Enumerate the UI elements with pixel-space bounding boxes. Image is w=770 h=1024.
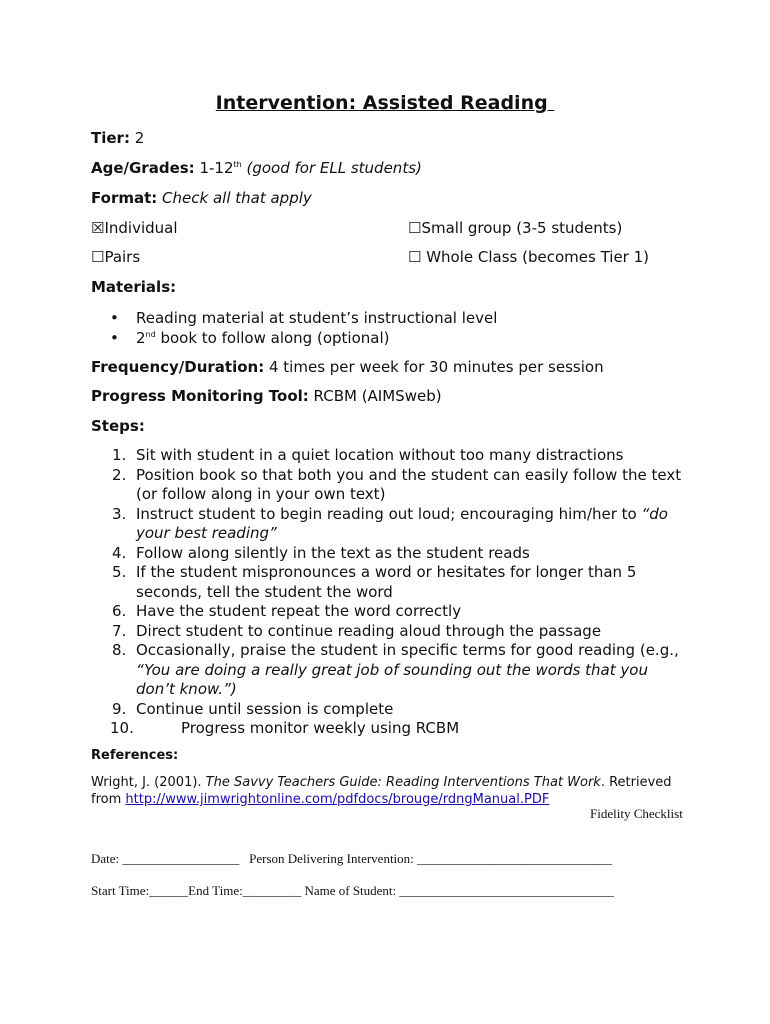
frequency-label: Frequency/Duration:: [91, 358, 265, 376]
format-option-whole-class[interactable]: ☐ Whole Class (becomes Tier 1): [408, 248, 650, 266]
age-grades-value: 1-12: [199, 159, 234, 177]
bullet-icon: •: [110, 309, 119, 327]
progress-tool-value: RCBM (AIMSweb): [308, 387, 442, 405]
reference-book-title: The Savvy Teachers Guide: Reading Interventions That Work: [205, 775, 601, 790]
reference-entry: Wright, J. (2001). The Savvy Teachers Guide: Reading Interventions That Work. Retrieved from http://www.jimwrightonline.com/pdfdocs/brouge/rdngManual.PDF: [91, 775, 672, 807]
format-option-pairs[interactable]: ☐Pairs: [91, 248, 141, 266]
age-grades-line: [91, 158, 422, 178]
references-label: References:: [91, 748, 179, 763]
tier-line: [91, 128, 144, 148]
age-grades-sup: th: [233, 160, 242, 169]
steps-list: [112, 446, 682, 739]
tier-label: Tier:: [91, 129, 130, 147]
frequency-line: [91, 357, 604, 377]
format-note: Check all that apply: [162, 189, 312, 207]
page-title: Intervention: Assisted Reading: [215, 92, 555, 114]
format-label: Format:: [91, 189, 158, 207]
progress-tool-line: [91, 386, 442, 406]
format-option-individual[interactable]: ☒Individual: [91, 219, 178, 237]
format-line: [91, 188, 312, 208]
bullet-icon: •: [110, 329, 119, 347]
steps-label: Steps:: [91, 417, 145, 435]
list-item: • 2nd book to follow along (optional): [110, 329, 390, 347]
list-item: 1. Sit with student in a quiet location without too many distractions: [112, 446, 624, 464]
tier-value: 2: [134, 129, 145, 147]
frequency-value: 4 times per week for 30 minutes per session: [264, 358, 604, 376]
reference-link[interactable]: http://www.jimwrightonline.com/pdfdocs/brouge/rdngManual.PDF: [125, 792, 550, 807]
list-item: 6. Have the student repeat the word correctly: [112, 602, 462, 620]
progress-tool-label: Progress Monitoring Tool:: [91, 387, 309, 405]
list-item: 2. Position book so that both you and the student can easily follow the text (or follow along in your own text): [112, 465, 682, 503]
materials-list: [110, 308, 497, 348]
age-grades-note: (good for ELL students): [241, 159, 422, 177]
form-line-date[interactable]: Date: __________________ Person Delivering Intervention: ______________________________: [91, 851, 613, 866]
list-item: • Reading material at student’s instructional level: [110, 309, 498, 327]
format-option-small-group[interactable]: ☐Small group (3-5 students): [408, 219, 623, 237]
list-item: 8. Occasionally, praise the student in specific terms for good reading (e.g., “You are doing a really great job of sounding out the words that you don’t know.”): [112, 641, 679, 698]
list-item: 4. Follow along silently in the text as the student reads: [112, 543, 530, 562]
list-item: 10. Progress monitor weekly using RCBM: [110, 719, 460, 737]
form-line-times[interactable]: Start Time:______End Time:_________ Name of Student: _________________________________: [91, 883, 614, 898]
list-item: 3. Instruct student to begin reading out loud; encouraging him/her to “do your best reading”: [112, 504, 668, 542]
list-item: 9. Continue until session is complete: [112, 699, 394, 718]
list-item: 7. Direct student to continue reading aloud through the passage: [112, 621, 602, 640]
list-item: 5. If the student mispronounces a word or hesitates for longer than 5 seconds, tell the student the word: [112, 563, 637, 601]
age-grades-label: Age/Grades:: [91, 159, 195, 177]
materials-label: Materials:: [91, 278, 177, 296]
fidelity-checklist-heading: Fidelity Checklist: [590, 806, 683, 821]
